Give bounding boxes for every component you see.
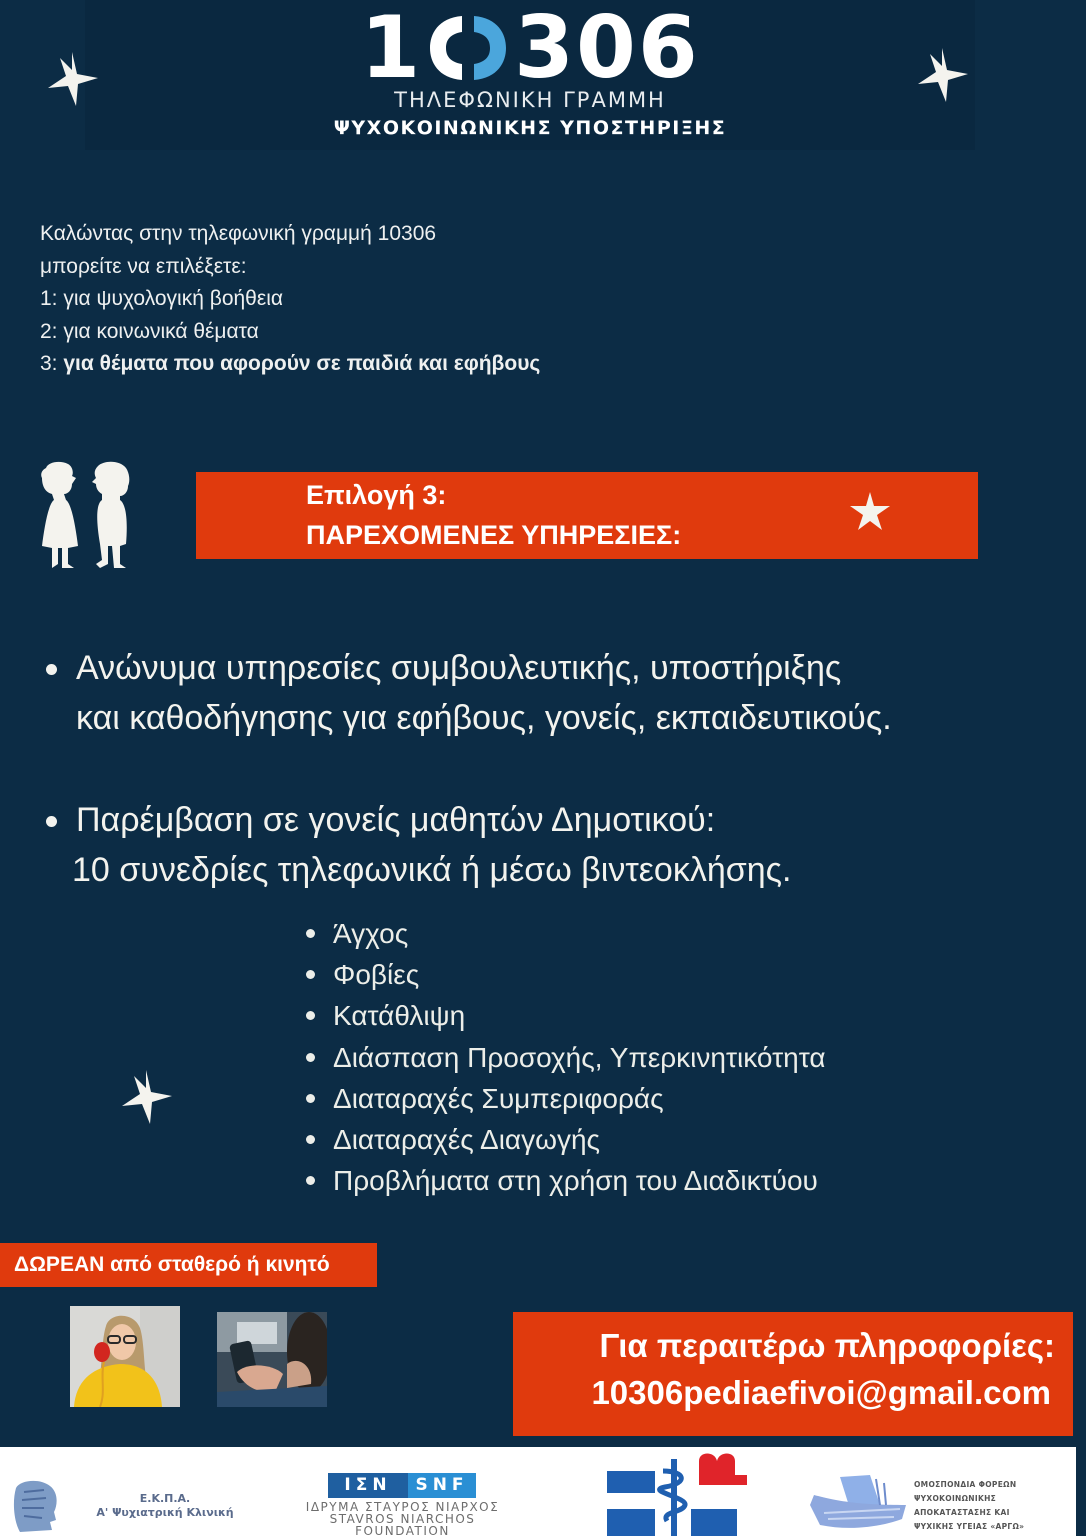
topic-text: Διαταραχές Συμπεριφοράς xyxy=(333,1082,664,1114)
snf-badge-english: SNF xyxy=(408,1473,476,1498)
argo-logo-text xyxy=(914,1478,1064,1534)
ekpa-line: Ε.Κ.Π.Α. xyxy=(139,1492,191,1505)
children-icon xyxy=(38,460,132,572)
snf-logo-text xyxy=(280,1501,525,1536)
snf-logo-badge xyxy=(328,1473,476,1498)
star-icon xyxy=(848,490,892,534)
topic-text: Άγχος xyxy=(333,918,409,949)
argo-line: ΟΜΟΣΠΟΝΔΙΑ ΦΟΡΕΩΝ xyxy=(914,1480,1017,1489)
ekpa-line: Α' Ψυχιατρική Κλινική xyxy=(96,1506,234,1519)
topic-item xyxy=(305,1037,925,1078)
option-number: 2: xyxy=(40,319,64,343)
contact-email-link[interactable]: 10306pediaefivoi@gmail.com xyxy=(591,1374,1051,1411)
star-icon xyxy=(916,48,970,104)
service-text: και καθοδήγησης για εφήβους, γονείς, εκπαιδευτικούς. xyxy=(76,699,892,737)
snf-line: ΙΔΡΥΜΑ ΣΤΑΥΡΟΣ ΝΙΑΡΧΟΣ xyxy=(305,1500,500,1514)
logo-subtitle-1: ΤΗΛΕΦΩΝΙΚΗ ΓΡΑΜΜΗ xyxy=(394,88,666,112)
argo-ship-logo-icon xyxy=(810,1475,910,1533)
option-number: 1: xyxy=(40,287,64,310)
topic-text: Διάσπαση Προσοχής, Υπερκινητικότητα xyxy=(333,1041,826,1073)
snf-line: FOUNDATION xyxy=(355,1524,450,1536)
snf-line: STAVROS NIARCHOS xyxy=(329,1512,476,1526)
logo-digits-right: 306 xyxy=(514,0,700,98)
snf-badge-greek: ΙΣΝ xyxy=(328,1473,408,1498)
topic-text: Κατάθλιψη xyxy=(333,1000,466,1032)
bullet-icon xyxy=(46,816,57,827)
star-icon xyxy=(46,52,100,108)
contact-info-box xyxy=(513,1312,1073,1436)
option-line xyxy=(40,316,740,349)
topic-item xyxy=(305,1160,925,1201)
intro-line: Καλώντας στην τηλεφωνική γραμμή 10306 xyxy=(40,222,437,245)
bullet-icon xyxy=(306,929,315,938)
argo-line: ΑΠΟΚΑΤΑΣΤΑΣΗΣ ΚΑΙ xyxy=(914,1508,1010,1517)
person-with-smartphone-photo xyxy=(217,1312,327,1407)
logo-subtitle-2: ΨΥΧΟΚΟΙΝΩΝΙΚΗΣ ΥΠΟΣΤΗΡΙΞΗΣ xyxy=(333,117,727,139)
intro-text xyxy=(40,218,740,381)
bullet-icon xyxy=(306,1135,315,1144)
service-text: Παρέμβαση σε γονείς μαθητών Δημοτικού: xyxy=(76,801,716,839)
topic-item xyxy=(305,1078,925,1119)
bullet-icon xyxy=(306,1053,315,1062)
topic-text: Διαταραχές Διαγωγής xyxy=(333,1124,601,1156)
option-banner-title: Επιλογή 3: xyxy=(306,480,447,510)
phone-handset-icon xyxy=(424,12,512,84)
contact-title: Για περαιτέρω πληροφορίες: xyxy=(599,1327,1055,1364)
logo-digit-left: 1 xyxy=(360,0,423,98)
option-line xyxy=(40,283,740,316)
argo-line: ΨΥΧΟΚΟΙΝΩΝΙΚΗΣ xyxy=(914,1494,997,1503)
intro-line: μπορείτε να επιλέξετε: xyxy=(40,254,247,278)
free-call-badge: ΔΩΡΕΑΝ από σταθερό ή κινητό xyxy=(0,1243,377,1287)
woman-on-phone-photo xyxy=(70,1306,180,1407)
bullet-icon xyxy=(46,664,57,675)
bullet-icon xyxy=(306,1011,315,1020)
star-icon xyxy=(120,1070,174,1126)
topic-text: Προβλήματα στη χρήση του Διαδικτύου xyxy=(333,1165,818,1197)
option-text: για κοινωνικά θέματα xyxy=(63,319,259,343)
service-item xyxy=(44,795,1064,895)
topic-text: Φοβίες xyxy=(333,959,420,991)
option-line xyxy=(40,348,740,381)
topics-list xyxy=(305,913,925,1201)
service-text: 10 συνεδρίες τηλεφωνικά ή μέσω βιντεοκλήσης. xyxy=(72,851,792,889)
topic-item xyxy=(305,913,925,954)
option-number: 3: xyxy=(40,352,64,375)
topic-item xyxy=(305,995,925,1036)
option-3-banner xyxy=(196,472,978,559)
service-item xyxy=(44,643,1064,743)
bullet-icon xyxy=(306,970,315,979)
ekpa-logo-text xyxy=(80,1492,250,1520)
topic-item xyxy=(305,1119,925,1160)
hotline-logo xyxy=(270,0,790,98)
service-text: Ανώνυμα υπηρεσίες συμβουλευτικής, υποστήριξης xyxy=(76,649,842,687)
argo-line: ΨΥΧΙΚΗΣ ΥΓΕΙΑΣ «ΑΡΓΩ» xyxy=(914,1522,1025,1531)
option-text: για θέματα που αφορούν σε παιδιά και εφήβους xyxy=(63,352,541,375)
option-text: για ψυχολογική βοήθεια xyxy=(63,287,284,310)
option-banner-subtitle: ΠΑΡΕΧΟΜΕΝΕΣ ΥΠΗΡΕΣΙΕΣ: xyxy=(306,520,682,550)
ministry-of-health-logo-icon xyxy=(605,1453,750,1536)
ekpa-athena-logo-icon xyxy=(10,1478,60,1534)
topic-item xyxy=(305,954,925,995)
services-list xyxy=(44,643,1064,947)
bullet-icon xyxy=(306,1094,315,1103)
bullet-icon xyxy=(306,1176,315,1185)
